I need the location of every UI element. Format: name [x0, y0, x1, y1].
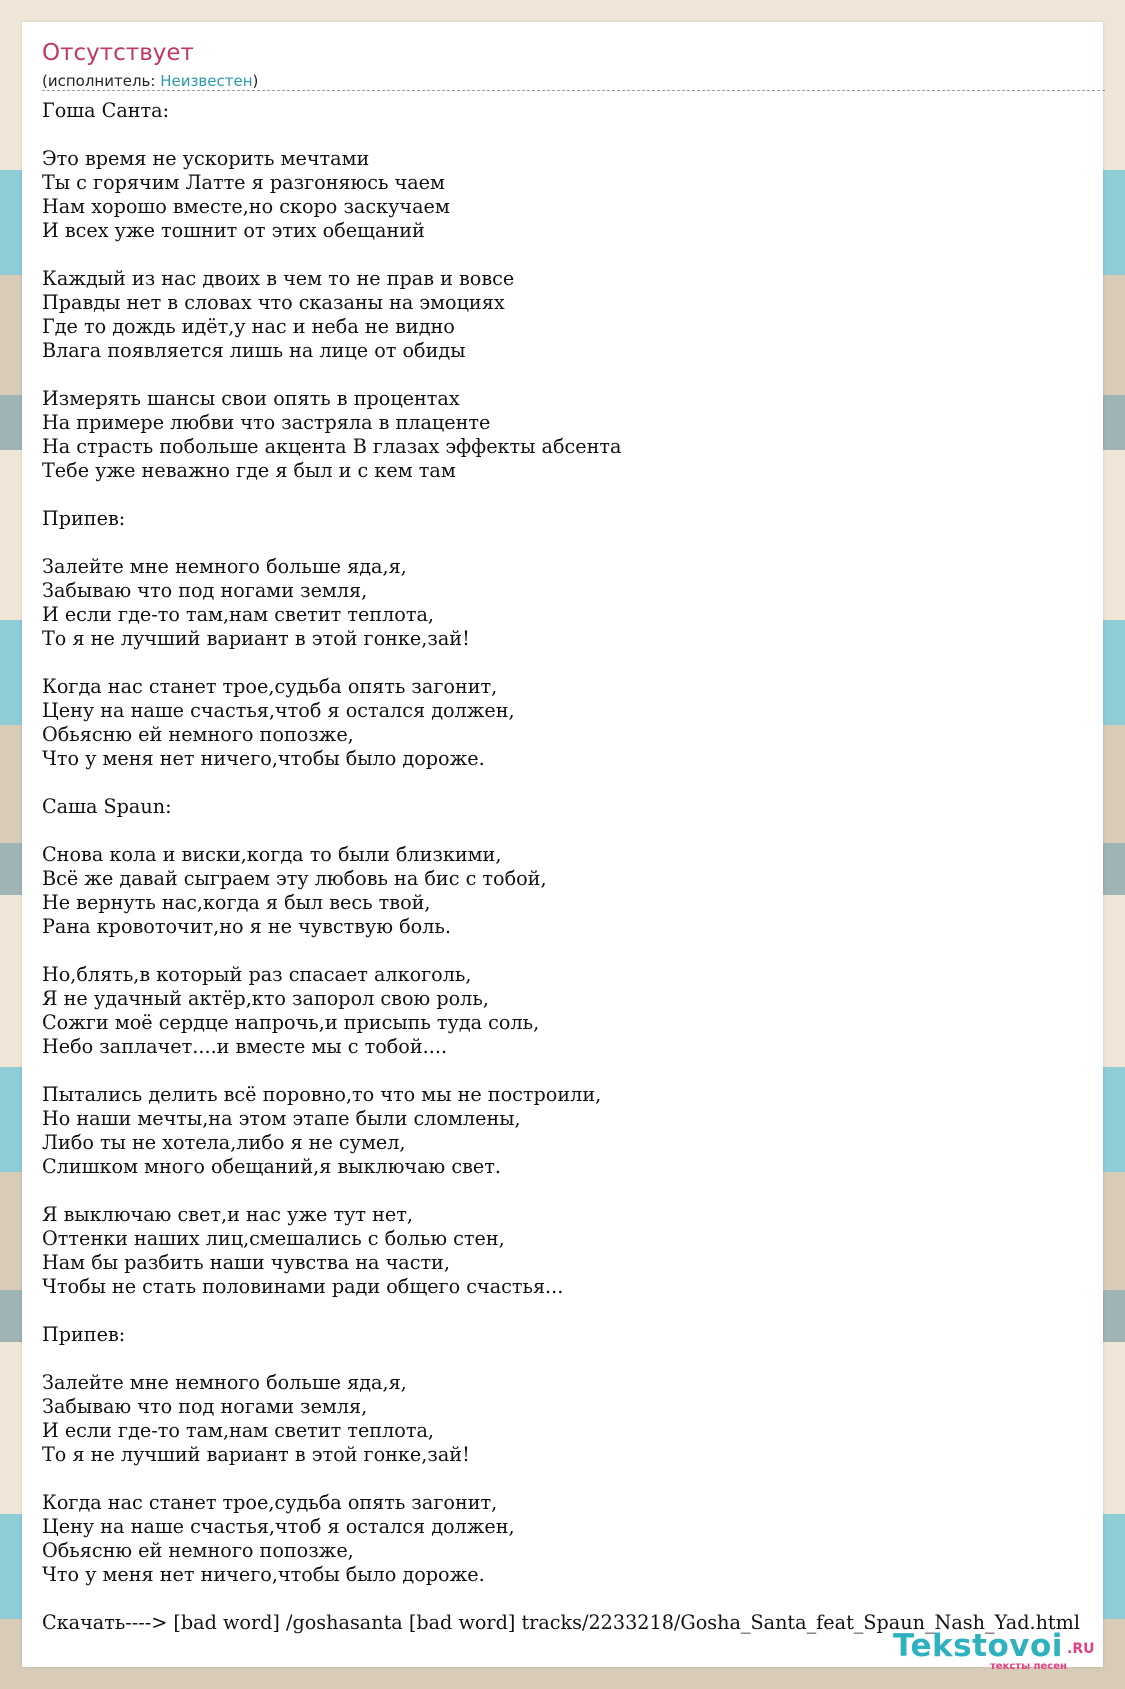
logo-tagline: тексты песен [990, 1661, 1067, 1672]
song-title: Отсутствует [42, 40, 194, 66]
lyrics-text: Гоша Санта: Это время не ускорить мечтами Ты с горячим Латте я разгоняюсь чаем Нам хорошо вместе,но скоро заскучаем И всех уже тошнит от этих обещаний Каждый из нас двоих в чем то не прав и вовсе Правды нет в словах что сказаны на эмоциях Где то дождь идёт,у нас и неба не видно Влага появляется лишь на лице от обиды Измерять шансы свои опять в процентах На примере любви что застряла в плаценте На страсть побольше акцента В глазах эффекты абсента Тебе уже неважно где я был и с кем там Припев: Залейте мне немного больше яда,я, Забываю что под ногами земля, И если где-то там,нам светит теплота, То я не лучший вариант в этой гонке,зай! Когда нас станет трое,судьба опять загонит, Цену на наше счастья,чтоб я остался должен, Обьясню ей немного попозже, Что у меня нет ничего,чтобы было дороже. Саша Spaun: Снова кола и виски,когда то были близкими, Всё же давай сыграем эту любовь на бис с тобой, Не вернуть нас,когда я был весь твой, Рана кровоточит,но я не чувствую боль. Но,блять,в который раз спасает алкоголь, Я не удачный актёр,кто запорол свою роль, Сожги моё сердце напрочь,и присыпь туда соль, Небо заплачет....и вместе мы с тобой.... Пытались делить всё поровно,то что мы не построили, Но наши мечты,на этом этапе были сломлены, Либо ты не хотела,либо я не сумел, Слишком много обещаний,я выключаю свет. Я выключаю свет,и нас уже тут нет, Оттенки наших лиц,смешались с болью стен, Нам бы разбить наши чувства на части, Чтобы не стать половинами ради общего счастья... Припев: Залейте мне немного больше яда,я, Забываю что под ногами земля, И если где-то там,нам светит теплота, То я не лучший вариант в этой гонке,зай! Когда нас станет трое,судьба опять загонит, Цену на наше счастья,чтоб я остался должен, Обьясню ей немного попозже, Что у меня нет ничего,чтобы было дороже. [42, 99, 622, 1586]
title-divider [42, 90, 1105, 91]
download-line: Скачать----> [bad word] /goshasanta [bad word] tracks/2233218/Gosha_Santa_feat_Spaun_Nash_Yad.html [42, 1611, 1080, 1634]
artist-link[interactable]: Неизвестен [160, 72, 253, 90]
site-logo[interactable] [893, 1628, 1098, 1673]
artist-line [42, 72, 258, 90]
artist-suffix: ) [252, 72, 259, 90]
logo-wordmark: Tekstovoi [893, 1628, 1063, 1664]
artist-prefix: (исполнитель: [42, 72, 161, 90]
lyrics-card [22, 22, 1103, 1667]
logo-tld: .RU [1067, 1641, 1095, 1657]
